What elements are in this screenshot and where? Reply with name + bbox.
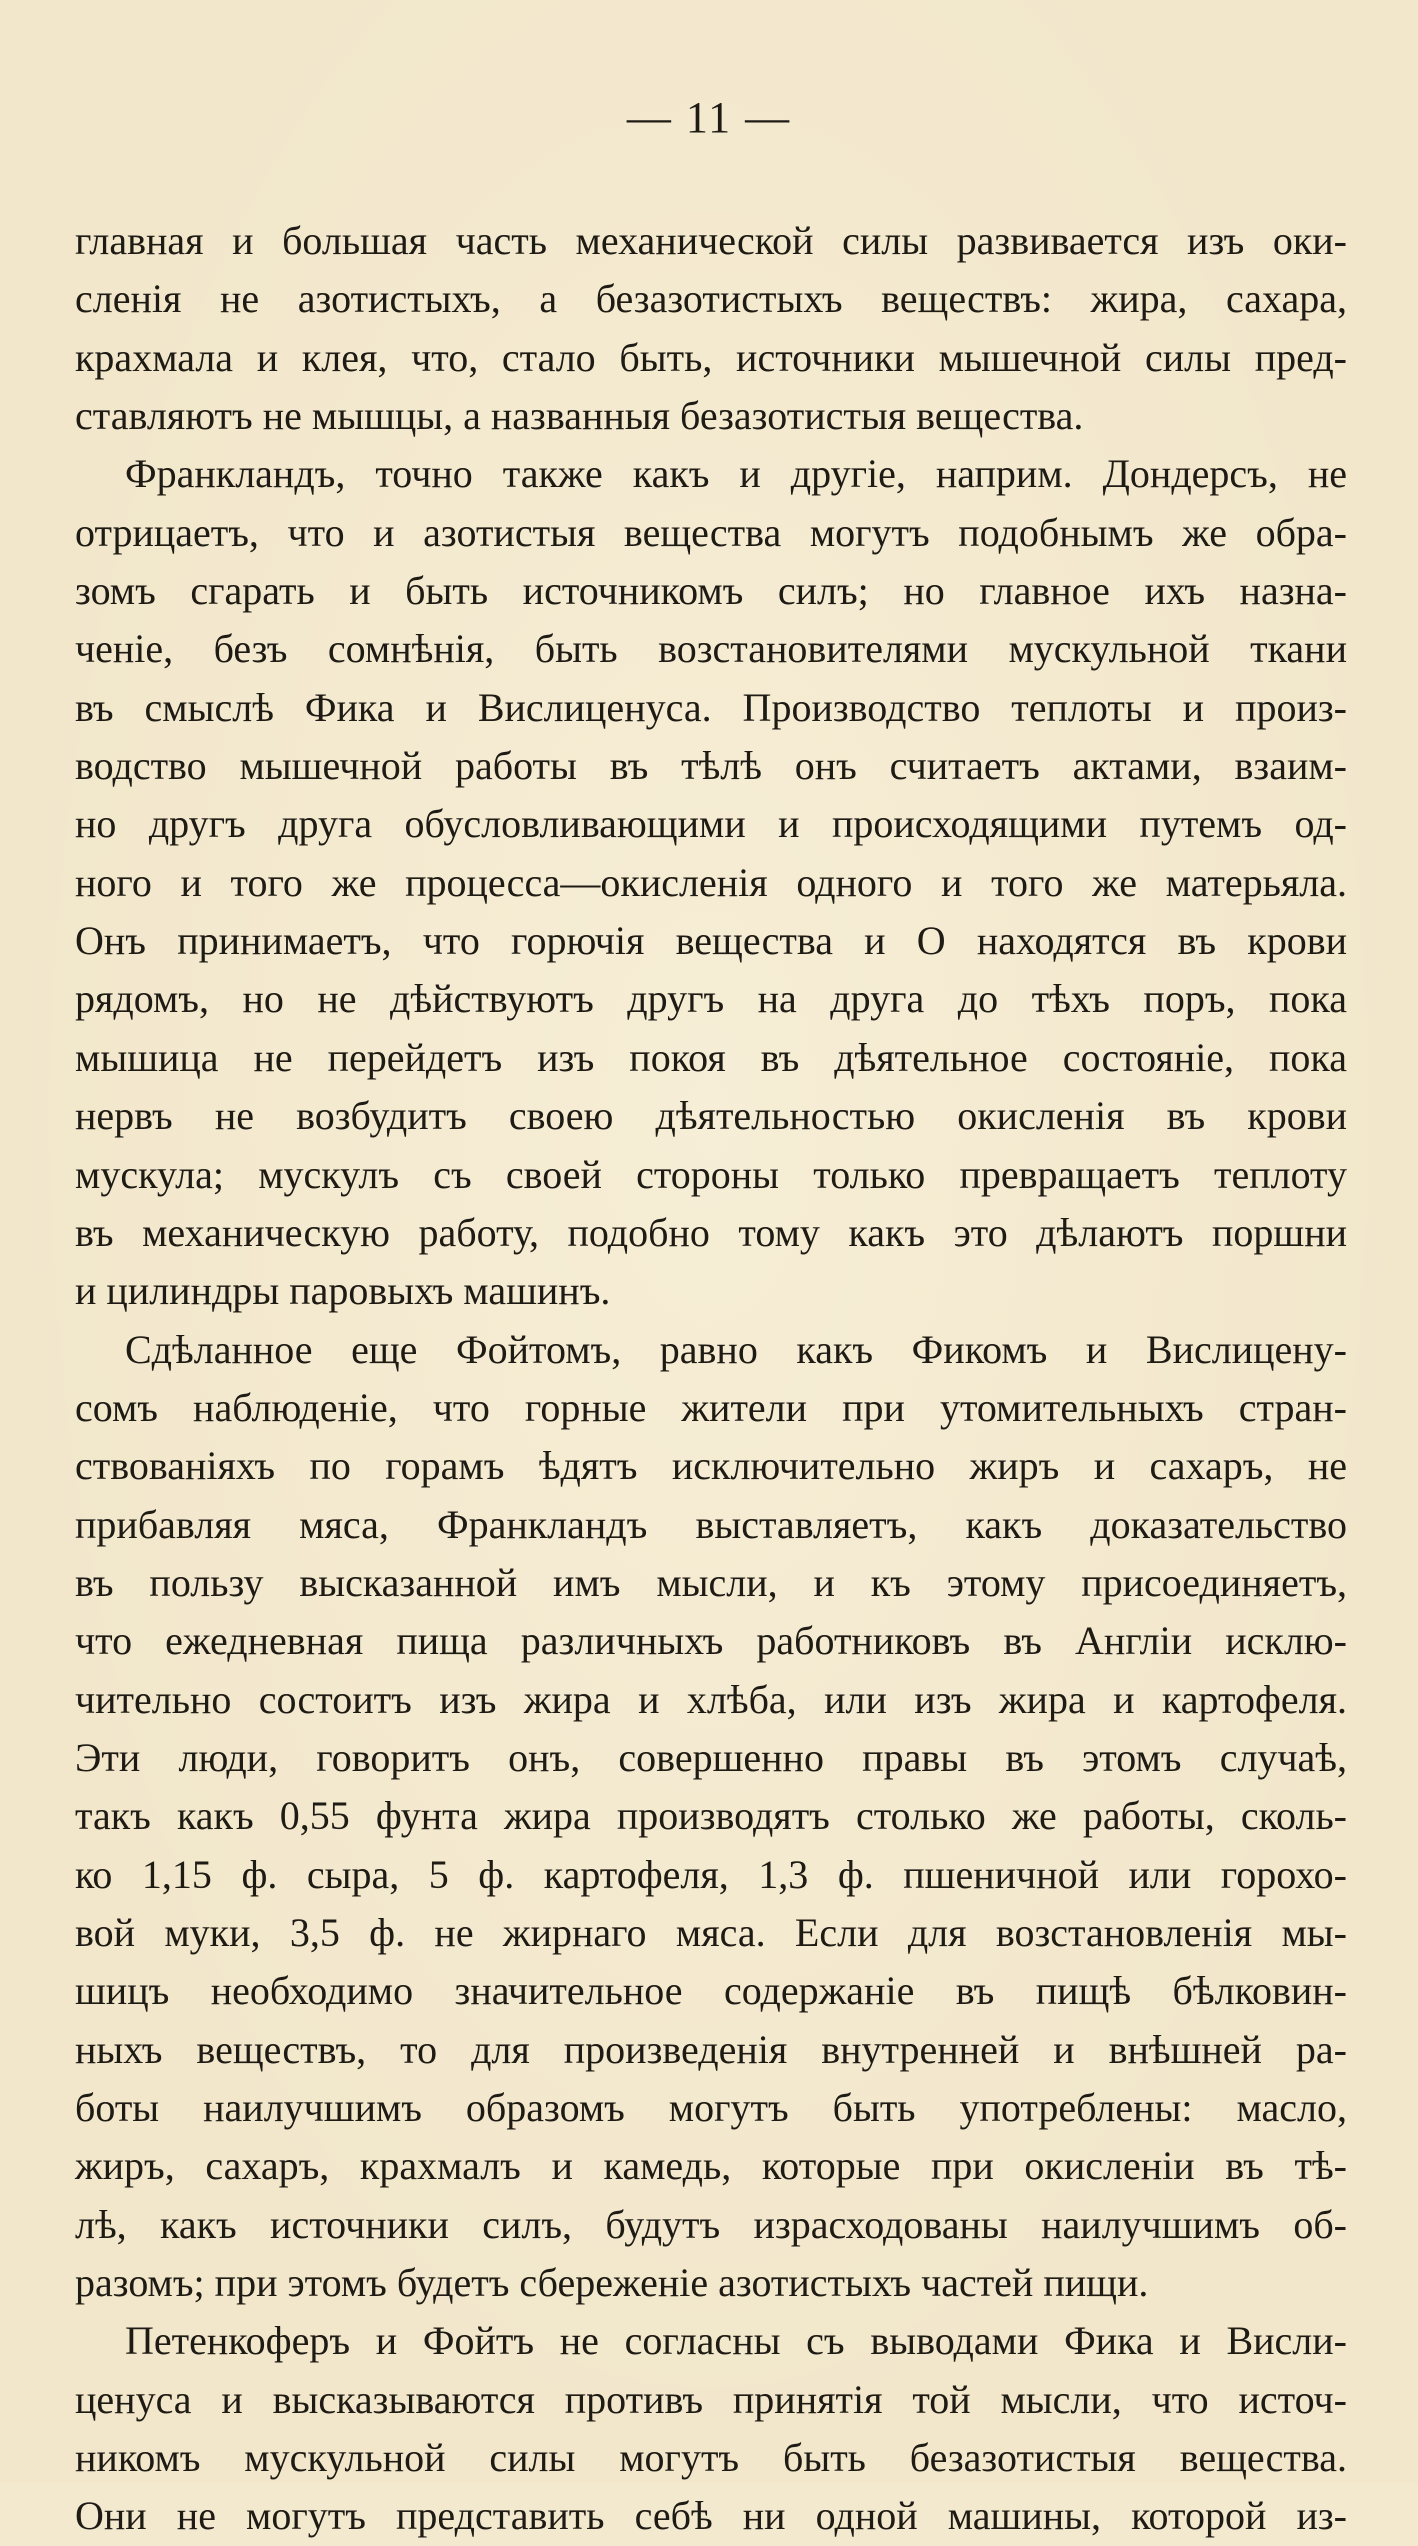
text-line: лѣ, какъ источники силъ, будутъ израсходованы наилучшимъ об- [75, 2201, 1347, 2247]
text-line: Франкландъ, точно также какъ и другіе, наприм. Дондерсъ, не [125, 451, 1347, 497]
text-line: главная и большая часть механической силы развивается изъ оки- [75, 218, 1347, 263]
text-line: Сдѣланное еще Фойтомъ, равно какъ Фикомъ и Вислицену- [125, 1326, 1347, 1372]
body-text [75, 212, 1347, 2546]
text-line: ко 1,15 ф. сыра, 5 ф. картофеля, 1,3 ф. пшеничной или горохо- [75, 1851, 1347, 1897]
text-line: Эти люди, говоритъ онъ, совершенно правы въ этомъ случаѣ, [75, 1734, 1347, 1780]
text-line: мускула; мускулъ съ своей стороны только превращаетъ теплоту [75, 1151, 1347, 1197]
text-line: боты наилучшимъ образомъ могутъ быть употреблены: масло, [75, 2085, 1347, 2130]
text-line: въ смыслѣ Фика и Вислиценуса. Производство теплоты и произ- [75, 684, 1347, 730]
text-line: Они не могутъ представить себѣ ни одной машины, которой из- [75, 2493, 1347, 2539]
text-line: ценуса и высказываются противъ принятія той мысли, что источ- [75, 2376, 1347, 2422]
text-line: вой муки, 3,5 ф. не жирнаго мяса. Если для возстановленія мы- [75, 1909, 1347, 1955]
text-line: разомъ; при этомъ будетъ сбереженіе азотистыхъ частей пищи. [75, 2260, 1149, 2306]
text-line: чительно состоитъ изъ жира и хлѣба, или изъ жира и картофеля. [75, 1676, 1347, 1722]
text-line: но другъ друга обусловливающими и происходящими путемъ од- [75, 801, 1347, 847]
text-line: Онъ принимаетъ, что горючія вещества и О находятся въ крови [75, 918, 1347, 964]
text-line: отрицаетъ, что и азотистыя вещества могутъ подобнымъ же обра- [75, 509, 1347, 555]
text-line: въ механическую работу, подобно тому какъ это дѣлаютъ поршни [75, 1209, 1347, 1255]
text-line: и цилиндры паровыхъ машинъ. [75, 1268, 611, 1314]
text-line: зомъ сгарать и быть источникомъ силъ; но главное ихъ назна- [75, 568, 1347, 614]
text-line: въ пользу высказанной имъ мысли, и къ этому присоединяетъ, [75, 1559, 1347, 1605]
text-line: ныхъ веществъ, то для произведенія внутренней и внѣшней ра- [75, 2026, 1347, 2072]
text-line: мышица не перейдетъ изъ покоя въ дѣятельное состояніе, пока [75, 1034, 1347, 1080]
text-line: прибавляя мяса, Франкландъ выставляетъ, какъ доказательство [75, 1501, 1347, 1547]
text-line: водство мышечной работы въ тѣлѣ онъ считаетъ актами, взаим- [75, 743, 1347, 789]
text-line: что ежедневная пища различныхъ работниковъ въ Англіи исклю- [75, 1618, 1347, 1664]
text-line: ставляютъ не мышцы, а названныя безазотистыя вещества. [75, 393, 1084, 439]
text-line: шицъ необходимо значительное содержаніе въ пищѣ бѣлковин- [75, 1968, 1347, 2014]
text-line: нервъ не возбудитъ своею дѣятельностью окисленія въ крови [75, 1093, 1347, 1139]
text-line: такъ какъ 0,55 фунта жира производятъ столько же работы, сколь- [75, 1793, 1347, 1839]
text-line: никомъ мускульной силы могутъ быть безазотистыя вещества. [75, 2435, 1347, 2481]
text-line: сленія не азотистыхъ, а безазотистыхъ веществъ: жира, сахара, [75, 276, 1347, 322]
text-line: Петенкоферъ и Фойтъ не согласны съ выводами Фика и Висли- [125, 2318, 1347, 2364]
text-line: рядомъ, но не дѣйствуютъ другъ на друга до тѣхъ поръ, пока [75, 976, 1347, 1022]
text-line: ствованіяхъ по горамъ ѣдятъ исключительно жиръ и сахаръ, не [75, 1443, 1347, 1489]
text-line: ченіе, безъ сомнѣнія, быть возстановителями мускульной ткани [75, 626, 1347, 672]
text-line: сомъ наблюденіе, что горные жители при утомительныхъ стран- [75, 1384, 1347, 1430]
text-line: жиръ, сахаръ, крахмалъ и камедь, которые при окисленіи въ тѣ- [75, 2143, 1347, 2189]
page-number: — 11 — [626, 93, 792, 142]
text-line: ного и того же процесса—окисленія одного и того же матерьяла. [75, 859, 1347, 905]
text-line: крахмала и клея, что, стало быть, источники мышечной силы пред- [75, 334, 1347, 380]
